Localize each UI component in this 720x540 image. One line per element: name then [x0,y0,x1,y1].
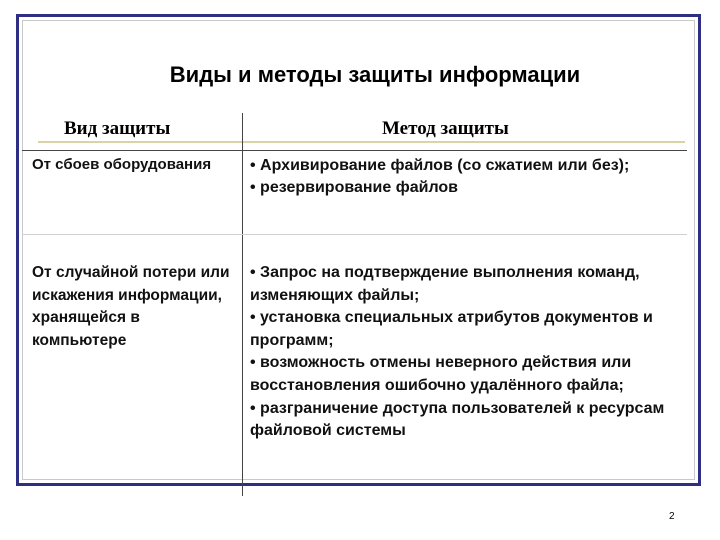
row-divider [22,150,687,151]
method-item: • разграничение доступа пользователей к ресурсам файловой системы [250,399,665,440]
table-cell-method [250,262,682,443]
table-cell-type: От сбоев оборудования [32,156,212,173]
slide-title: Виды и методы защиты информации [169,62,581,87]
method-item: • установка специальных атрибутов документов и программ; [250,309,653,349]
column-divider [242,113,243,496]
page-number: 2 [669,511,675,522]
column-header-method: Метод защиты [382,118,509,139]
header-rule [38,141,685,143]
column-header-type: Вид защиты [64,118,171,139]
table-cell-type: От случайной потери или искажения информации, хранящейся в компьютере [32,264,230,349]
method-item: • Архивирование файлов (со сжатием или без); [250,157,630,174]
method-item: • возможность отмены неверного действия или восстановления ошибочно удалённого файла; [250,354,632,394]
row-divider [22,234,687,235]
method-item: • резервирование файлов [250,179,459,196]
method-item: • Запрос на подтверждение выполнения команд, изменяющих файлы; [250,264,640,304]
table-cell-method [250,155,680,199]
